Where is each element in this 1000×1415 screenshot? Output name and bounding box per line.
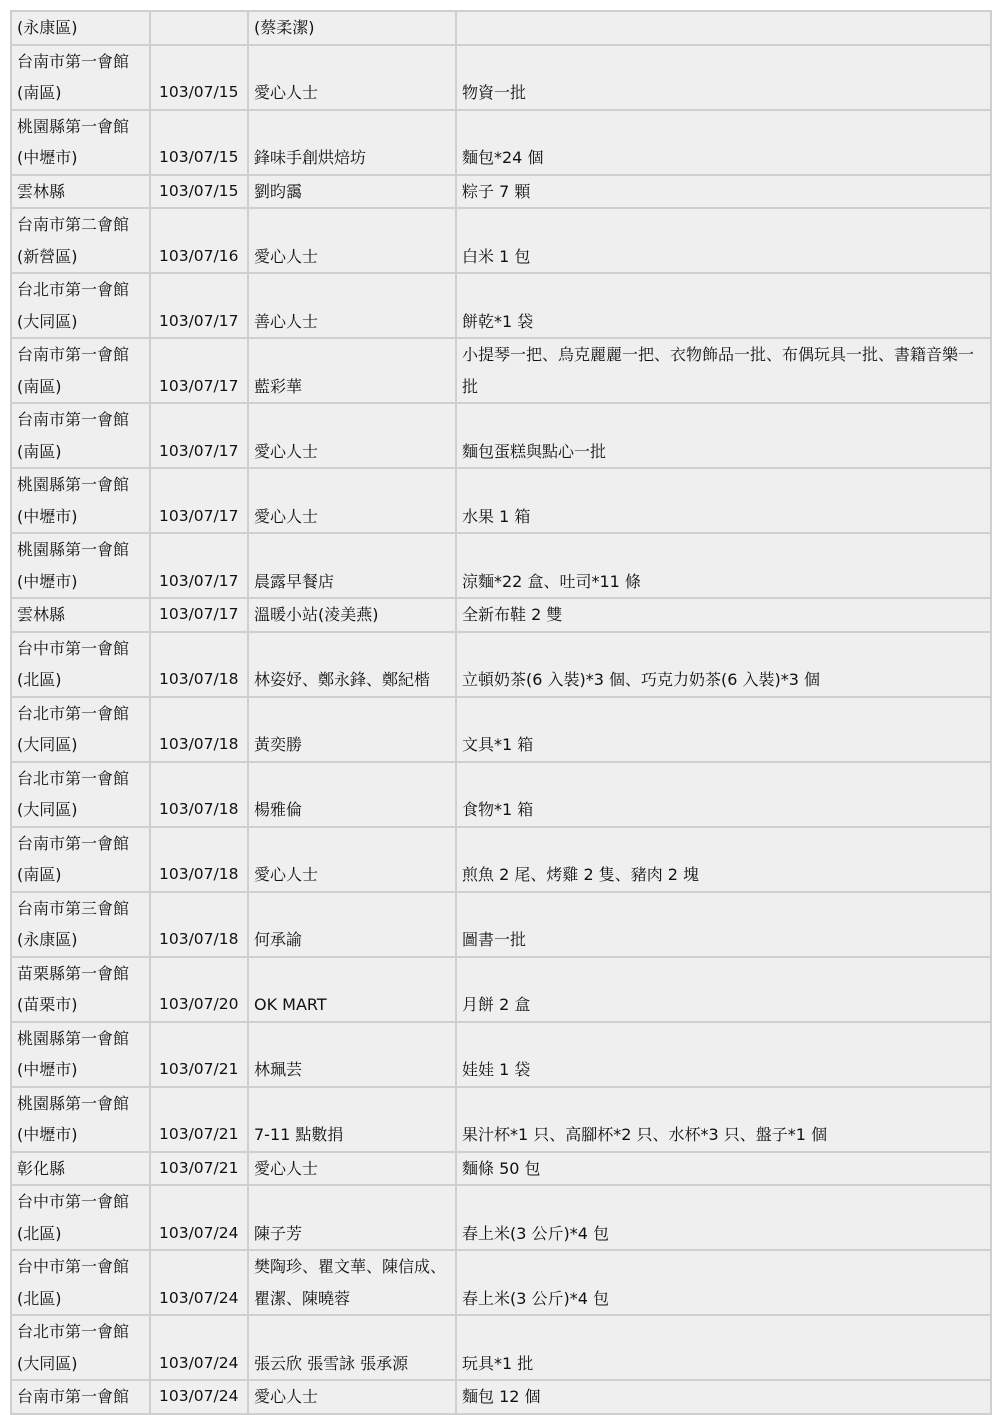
location-cell: 雲林縣	[11, 175, 150, 209]
date-cell: 103/07/17	[150, 273, 248, 338]
date-cell: 103/07/17	[150, 598, 248, 632]
table-row	[11, 827, 991, 892]
items-cell: 粽子 7 顆	[456, 175, 991, 209]
date-cell: 103/07/18	[150, 827, 248, 892]
items-cell: 文具*1 箱	[456, 697, 991, 762]
items-cell: 全新布鞋 2 雙	[456, 598, 991, 632]
table-row	[11, 1380, 991, 1414]
items-cell: 小提琴一把、烏克麗麗一把、衣物飾品一批、布偶玩具一批、書籍音樂一批	[456, 338, 991, 403]
location-cell: 台南市第一會館 (南區)	[11, 45, 150, 110]
donor-cell: 晨露早餐店	[248, 533, 456, 598]
location-cell: 台南市第一會館 (南區)	[11, 338, 150, 403]
donor-cell: 何承諭	[248, 892, 456, 957]
date-cell: 103/07/18	[150, 632, 248, 697]
date-cell: 103/07/21	[150, 1022, 248, 1087]
date-cell: 103/07/21	[150, 1087, 248, 1152]
location-cell: 桃園縣第一會館 (中壢市)	[11, 1087, 150, 1152]
items-cell: 春上米(3 公斤)*4 包	[456, 1250, 991, 1315]
location-cell: 台中市第一會館 (北區)	[11, 632, 150, 697]
location-cell: 彰化縣	[11, 1152, 150, 1186]
items-cell: 食物*1 箱	[456, 762, 991, 827]
location-cell: 台南市第一會館 (南區)	[11, 827, 150, 892]
table-body	[11, 11, 991, 1414]
table-row	[11, 468, 991, 533]
table-row	[11, 957, 991, 1022]
table-row	[11, 1087, 991, 1152]
date-cell: 103/07/20	[150, 957, 248, 1022]
items-cell: 果汁杯*1 只、高腳杯*2 只、水杯*3 只、盤子*1 個	[456, 1087, 991, 1152]
location-cell: 台中市第一會館 (北區)	[11, 1250, 150, 1315]
location-cell: 桃園縣第一會館 (中壢市)	[11, 468, 150, 533]
table-row	[11, 598, 991, 632]
date-cell: 103/07/24	[150, 1185, 248, 1250]
table-row	[11, 1250, 991, 1315]
items-cell	[456, 11, 991, 45]
table-row	[11, 1022, 991, 1087]
items-cell: 春上米(3 公斤)*4 包	[456, 1185, 991, 1250]
location-cell: 台北市第一會館 (大同區)	[11, 762, 150, 827]
date-cell: 103/07/18	[150, 762, 248, 827]
table-row	[11, 1185, 991, 1250]
donor-cell: 林珮芸	[248, 1022, 456, 1087]
donor-cell: 愛心人士	[248, 1152, 456, 1186]
date-cell: 103/07/15	[150, 175, 248, 209]
donor-cell: 鋒味手創烘焙坊	[248, 110, 456, 175]
donor-cell: 林姿妤、鄭永鋒、鄭紀楷	[248, 632, 456, 697]
items-cell: 煎魚 2 尾、烤雞 2 隻、豬肉 2 塊	[456, 827, 991, 892]
donor-cell: OK MART	[248, 957, 456, 1022]
table-row	[11, 632, 991, 697]
items-cell: 麵條 50 包	[456, 1152, 991, 1186]
donation-table	[10, 10, 992, 1415]
items-cell: 娃娃 1 袋	[456, 1022, 991, 1087]
date-cell: 103/07/21	[150, 1152, 248, 1186]
donor-cell: 張云欣 張雪詠 張承源	[248, 1315, 456, 1380]
items-cell: 麵包*24 個	[456, 110, 991, 175]
donor-cell: 愛心人士	[248, 1380, 456, 1414]
date-cell: 103/07/24	[150, 1315, 248, 1380]
location-cell: 台南市第一會館 (南區)	[11, 403, 150, 468]
items-cell: 麵包 12 個	[456, 1380, 991, 1414]
location-cell: 雲林縣	[11, 598, 150, 632]
donor-cell: 黃奕勝	[248, 697, 456, 762]
location-cell: (永康區)	[11, 11, 150, 45]
table-row	[11, 403, 991, 468]
items-cell: 物資一批	[456, 45, 991, 110]
table-row	[11, 697, 991, 762]
location-cell: 台南市第二會館 (新營區)	[11, 208, 150, 273]
donor-cell: 善心人士	[248, 273, 456, 338]
location-cell: 台北市第一會館 (大同區)	[11, 697, 150, 762]
donor-cell: 愛心人士	[248, 468, 456, 533]
donor-cell: 愛心人士	[248, 208, 456, 273]
table-row	[11, 533, 991, 598]
donor-cell: 愛心人士	[248, 403, 456, 468]
table-row	[11, 45, 991, 110]
donor-cell: 劉昀靄	[248, 175, 456, 209]
table-row	[11, 110, 991, 175]
date-cell: 103/07/15	[150, 110, 248, 175]
items-cell: 涼麵*22 盒、吐司*11 條	[456, 533, 991, 598]
location-cell: 苗栗縣第一會館 (苗栗市)	[11, 957, 150, 1022]
date-cell: 103/07/24	[150, 1380, 248, 1414]
donor-cell: 溫暖小站(淩美燕)	[248, 598, 456, 632]
table-row	[11, 11, 991, 45]
donor-cell: 樊陶珍、瞿文華、陳信成、 瞿潔、陳曉蓉	[248, 1250, 456, 1315]
date-cell: 103/07/24	[150, 1250, 248, 1315]
items-cell: 水果 1 箱	[456, 468, 991, 533]
date-cell: 103/07/18	[150, 697, 248, 762]
date-cell: 103/07/17	[150, 403, 248, 468]
date-cell: 103/07/18	[150, 892, 248, 957]
items-cell: 麵包蛋糕與點心一批	[456, 403, 991, 468]
items-cell: 玩具*1 批	[456, 1315, 991, 1380]
donor-cell: 7-11 點數捐	[248, 1087, 456, 1152]
items-cell: 白米 1 包	[456, 208, 991, 273]
date-cell: 103/07/17	[150, 533, 248, 598]
date-cell: 103/07/16	[150, 208, 248, 273]
date-cell	[150, 11, 248, 45]
table-row	[11, 208, 991, 273]
location-cell: 桃園縣第一會館 (中壢市)	[11, 533, 150, 598]
date-cell: 103/07/15	[150, 45, 248, 110]
location-cell: 台南市第三會館 (永康區)	[11, 892, 150, 957]
donor-cell: 楊雅倫	[248, 762, 456, 827]
location-cell: 台北市第一會館 (大同區)	[11, 1315, 150, 1380]
items-cell: 月餅 2 盒	[456, 957, 991, 1022]
location-cell: 桃園縣第一會館 (中壢市)	[11, 110, 150, 175]
location-cell: 桃園縣第一會館 (中壢市)	[11, 1022, 150, 1087]
donor-cell: (蔡柔潔)	[248, 11, 456, 45]
donor-cell: 藍彩華	[248, 338, 456, 403]
table-row	[11, 1152, 991, 1186]
date-cell: 103/07/17	[150, 468, 248, 533]
donor-cell: 愛心人士	[248, 45, 456, 110]
table-row	[11, 762, 991, 827]
table-row	[11, 1315, 991, 1380]
items-cell: 立頓奶茶(6 入裝)*3 個、巧克力奶茶(6 入裝)*3 個	[456, 632, 991, 697]
items-cell: 餅乾*1 袋	[456, 273, 991, 338]
items-cell: 圖書一批	[456, 892, 991, 957]
table-row	[11, 892, 991, 957]
date-cell: 103/07/17	[150, 338, 248, 403]
donor-cell: 愛心人士	[248, 827, 456, 892]
donor-cell: 陳子芳	[248, 1185, 456, 1250]
location-cell: 台中市第一會館 (北區)	[11, 1185, 150, 1250]
location-cell: 台北市第一會館 (大同區)	[11, 273, 150, 338]
table-row	[11, 273, 991, 338]
table-row	[11, 175, 991, 209]
table-row	[11, 338, 991, 403]
location-cell: 台南市第一會館	[11, 1380, 150, 1414]
